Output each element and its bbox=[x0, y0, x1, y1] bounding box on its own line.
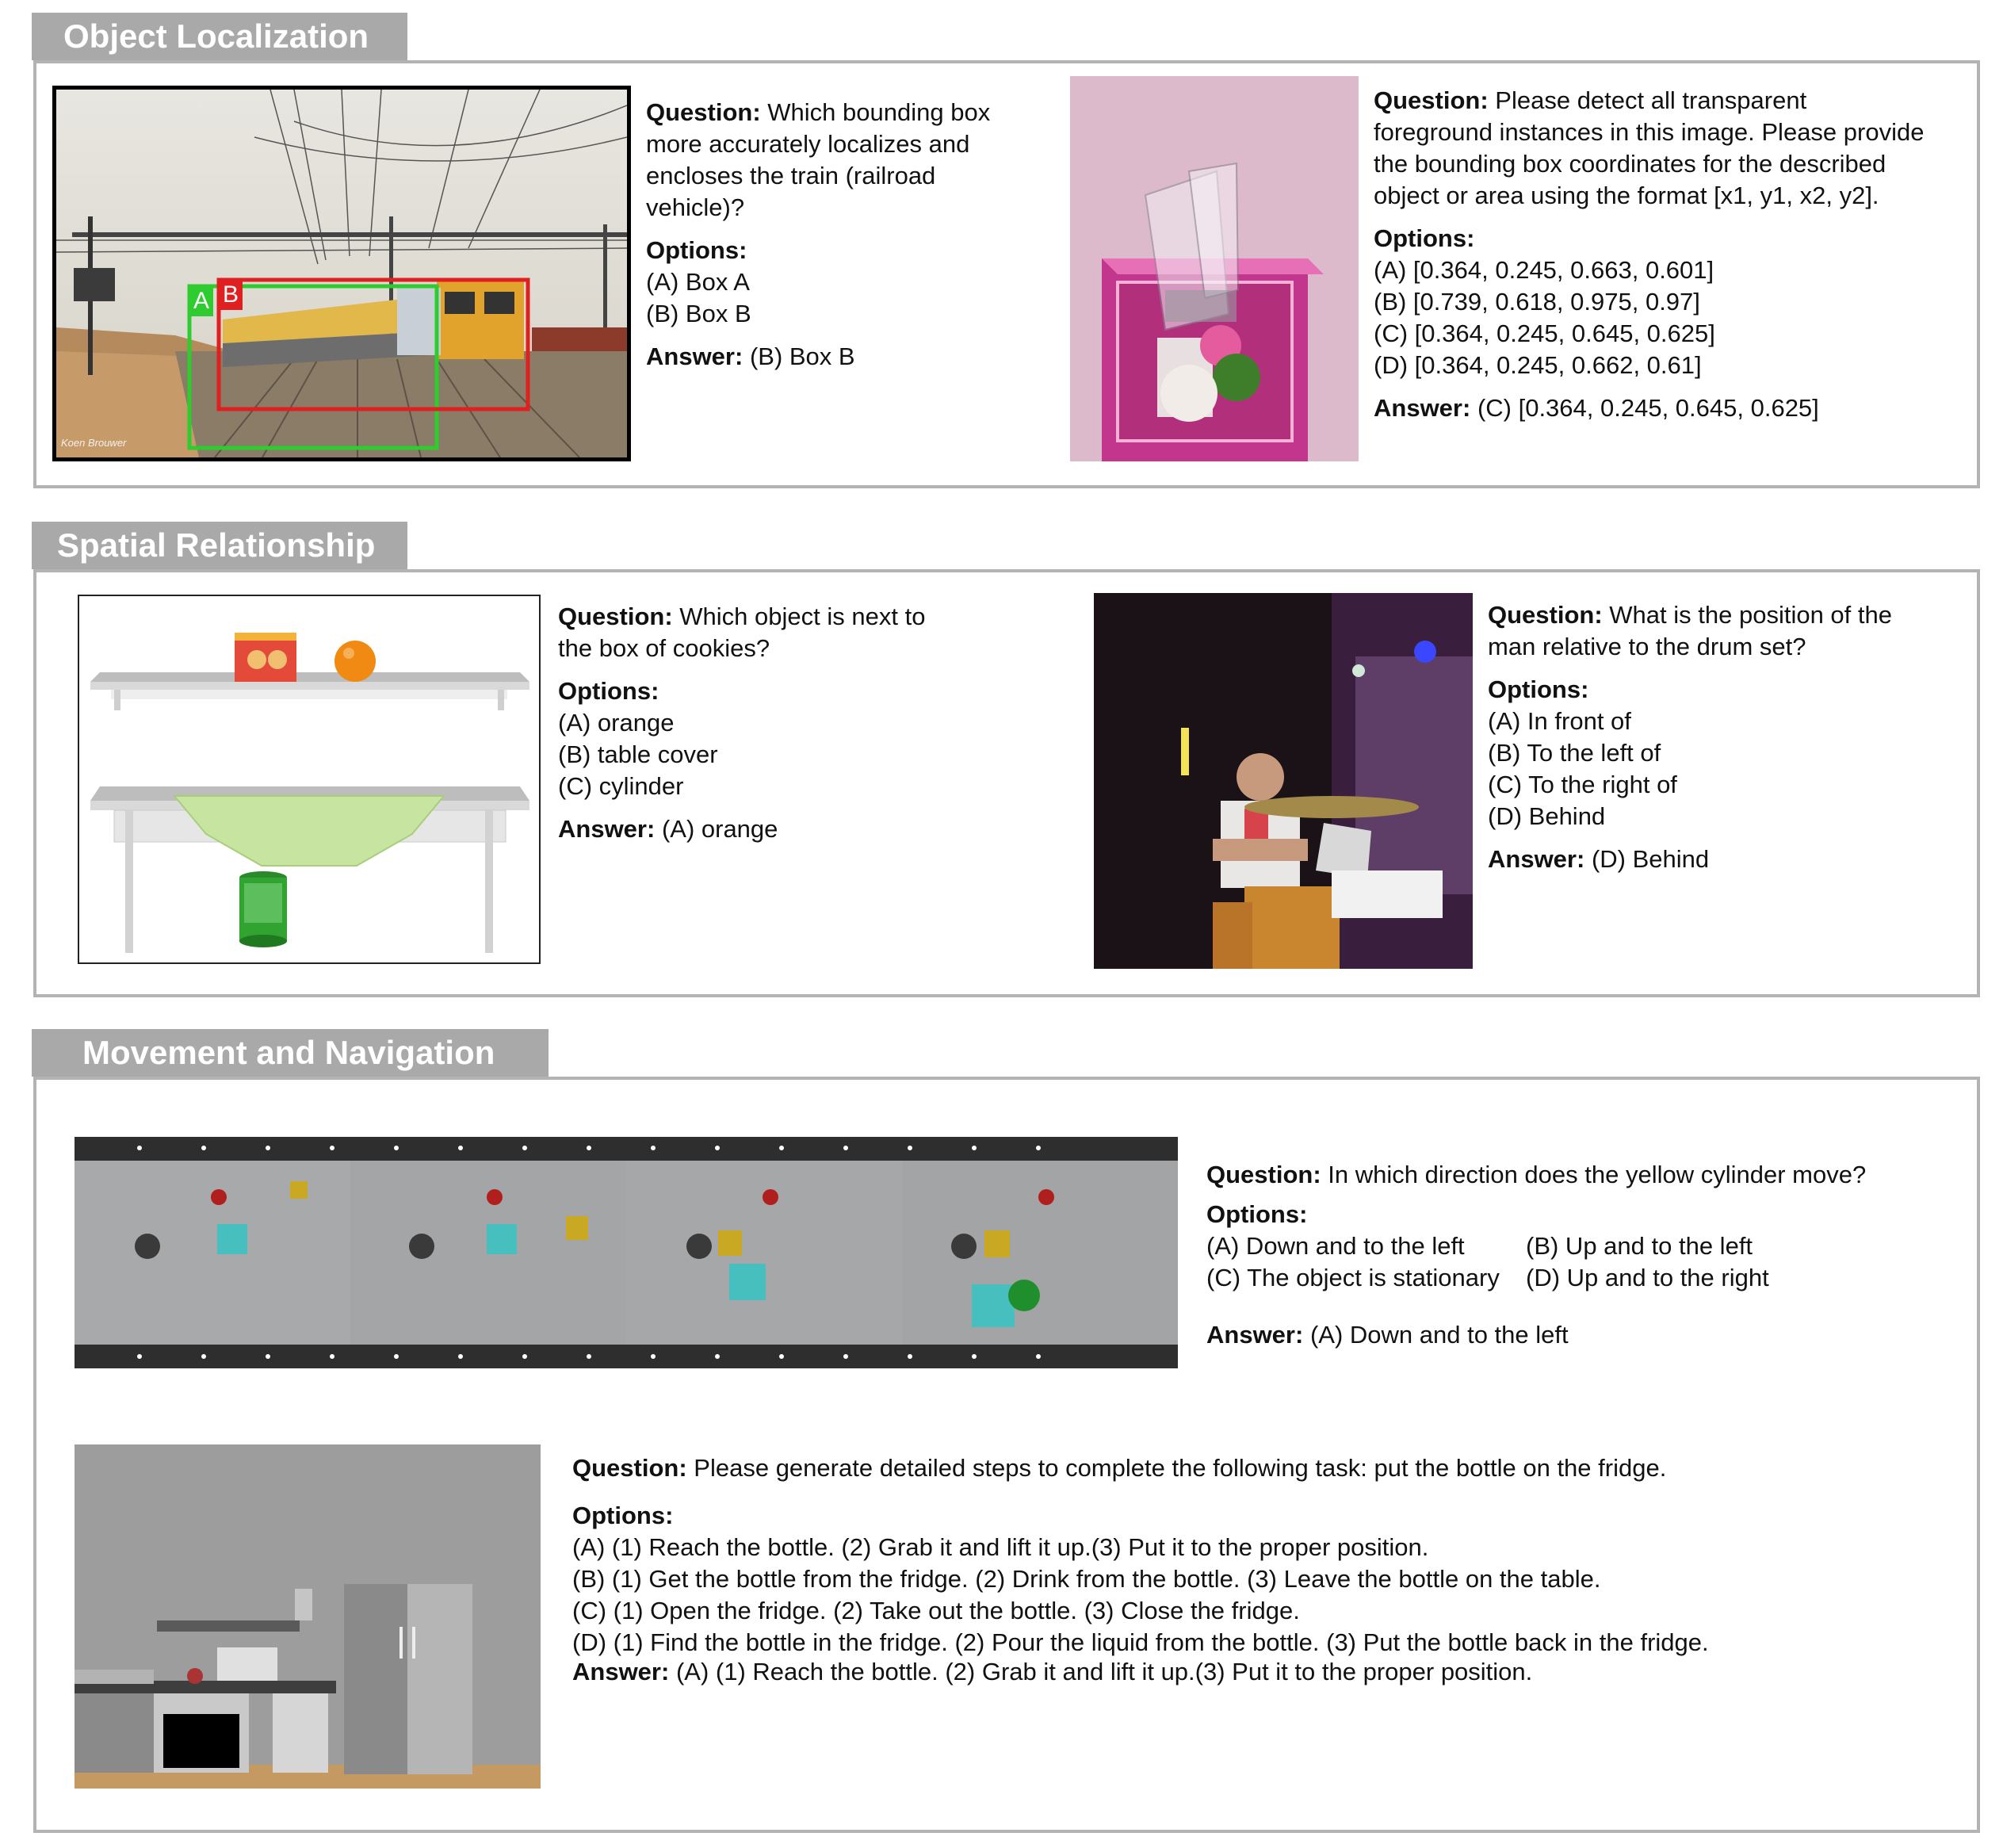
mv1-qa: Question: In which direction does the yellow cylinder move? Options: (A) Down and to the left (B) Up and to the left (C) The object is stationary (D) Up and to the right Answer: (A) Down and to the left bbox=[1206, 1159, 1967, 1351]
drummer-image bbox=[1094, 593, 1473, 969]
options-label: Options: bbox=[646, 236, 747, 264]
sp1-qa: Question: Which object is next to the box of cookies? Options: (A) orange (B) table cover (C) cylinder Answer: (A) orange bbox=[558, 601, 1002, 845]
sp2-question-line-1: Question: What is the position of the bbox=[1488, 601, 1892, 629]
spatial-title: Spatial Relationship bbox=[32, 522, 407, 569]
sp1-answer: Answer: (A) orange bbox=[558, 815, 778, 843]
mv1-options-grid bbox=[1206, 1230, 1967, 1294]
sp2-question-line-2: man relative to the drum set? bbox=[1488, 633, 1806, 660]
loc1-question-line-1: Question: Which bounding box bbox=[646, 98, 991, 126]
glass-image bbox=[1070, 76, 1359, 461]
loc2-question-line-4: object or area using the format [x1, y1, x2, y2]. bbox=[1374, 182, 1879, 209]
box-a-label: A bbox=[189, 286, 213, 316]
loc1-answer: Answer: (B) Box B bbox=[646, 342, 855, 370]
mv1-option-c: (C) The object is stationary bbox=[1206, 1264, 1500, 1291]
loc2-question-line-3: the bounding box coordinates for the described bbox=[1374, 150, 1886, 178]
mv2-option-a: (A) (1) Reach the bottle. (2) Grab it and lift it up.(3) Put it to the proper position. bbox=[572, 1533, 1429, 1561]
sp1-option-c: (C) cylinder bbox=[558, 772, 684, 800]
tables-scene bbox=[79, 596, 539, 962]
loc1-qa bbox=[646, 97, 1058, 373]
loc2-option-a: (A) [0.364, 0.245, 0.663, 0.601] bbox=[1374, 256, 1714, 284]
loc2-question-line-2: foreground instances in this image. Please provide bbox=[1374, 118, 1925, 146]
mv2-qa: Question: Please generate detailed steps to complete the following task: put the bottle on the fridge. Options: (A) (1) Reach the bottle. (2) Grab it and lift it up.(3) Put it to the proper position. (B) (1) Get the bottle from the fridge. (2) Drink from the bottle. (3) Leave the bottle on the table. (C) (1) Open the fridge. (2) Take out the bottle. (3) Close the fridge. (D) (1) Find the bottle in the fridge. (2) Pour the liquid from the bottle. (3) Put the bottle back in the fridge. Answer: (A) (1) Reach the bottle. (2) Grab it and lift it up.(3) Put it to the proper position. bbox=[572, 1452, 1967, 1688]
sp1-option-a: (A) orange bbox=[558, 709, 675, 737]
sp2-option-b: (B) To the left of bbox=[1488, 739, 1661, 767]
loc1-question-line-4: vehicle)? bbox=[646, 193, 745, 221]
loc1-option-a: (A) Box A bbox=[646, 268, 750, 296]
mv2-option-b: (B) (1) Get the bottle from the fridge. (2) Drink from the bottle. (3) Leave the bottle on the table. bbox=[572, 1565, 1601, 1593]
sp2-option-a: (A) In front of bbox=[1488, 707, 1631, 735]
loc2-question-line-1: Question: Please detect all transparent bbox=[1374, 86, 1807, 114]
mv1-question: Question: In which direction does the yellow cylinder move? bbox=[1206, 1161, 1867, 1188]
loc2-answer: Answer: (C) [0.364, 0.245, 0.645, 0.625] bbox=[1374, 394, 1819, 422]
film-strip-image bbox=[75, 1137, 1178, 1368]
loc2-option-c: (C) [0.364, 0.245, 0.645, 0.625] bbox=[1374, 319, 1715, 347]
mv1-option-d: (D) Up and to the right bbox=[1526, 1264, 1769, 1291]
localization-title: Object Localization bbox=[32, 13, 407, 60]
loc2-option-d: (D) [0.364, 0.245, 0.662, 0.61] bbox=[1374, 351, 1702, 379]
mv1-answer: Answer: (A) Down and to the left bbox=[1206, 1321, 1569, 1349]
glass-scene bbox=[1070, 76, 1359, 461]
loc2-qa: Question: Please detect all transparent foreground instances in this image. Please provide the bounding box coordinates for the described object or area using the format [x1, y1, x2, y2]. Options: (A) [0.364, 0.245, 0.663, 0.601] (B) [0.739, 0.618, 0.975, 0.97] (C) [0.364, 0.245, 0.645, 0.625] (D) [0.364, 0.245, 0.662, 0.61] Answer: (C) [0.364, 0.245, 0.645, 0.625] bbox=[1374, 85, 1976, 424]
loc2-option-b: (B) [0.739, 0.618, 0.975, 0.97] bbox=[1374, 288, 1700, 316]
question-label: Question: bbox=[646, 98, 761, 126]
mv2-option-d: (D) (1) Find the bottle in the fridge. (2) Pour the liquid from the bottle. (3) Put the bottle back in the fridge. bbox=[572, 1628, 1709, 1656]
sp2-option-d: (D) Behind bbox=[1488, 802, 1606, 830]
sp2-option-c: (C) To the right of bbox=[1488, 771, 1677, 798]
sp1-question-line-1: Question: Which object is next to bbox=[558, 603, 926, 630]
mv2-question: Question: Please generate detailed steps to complete the following task: put the bottle on the fridge. bbox=[572, 1454, 1667, 1482]
mv2-answer: Answer: (A) (1) Reach the bottle. (2) Grab it and lift it up.(3) Put it to the proper position. bbox=[572, 1658, 1533, 1685]
loc1-option-b: (B) Box B bbox=[646, 300, 751, 327]
sp1-question-line-2: the box of cookies? bbox=[558, 634, 770, 662]
loc1-question-line-2: more accurately localizes and bbox=[646, 130, 970, 158]
kitchen-scene bbox=[75, 1444, 541, 1789]
photo-watermark: Koen Brouwer bbox=[61, 437, 127, 449]
movement-title: Movement and Navigation bbox=[32, 1029, 549, 1077]
kitchen-image bbox=[75, 1444, 541, 1789]
drummer-scene bbox=[1094, 593, 1473, 969]
mv1-option-b: (B) Up and to the left bbox=[1526, 1232, 1753, 1260]
film-strip-scene bbox=[75, 1137, 1178, 1368]
sp2-answer: Answer: (D) Behind bbox=[1488, 845, 1710, 873]
train-scene bbox=[56, 90, 627, 457]
sp1-option-b: (B) table cover bbox=[558, 740, 718, 768]
loc1-question-line-3: encloses the train (railroad bbox=[646, 162, 936, 189]
train-image bbox=[52, 86, 631, 461]
mv2-option-c: (C) (1) Open the fridge. (2) Take out the bottle. (3) Close the fridge. bbox=[572, 1597, 1300, 1624]
box-b-label: B bbox=[219, 280, 243, 310]
sp2-qa: Question: What is the position of the man relative to the drum set? Options: (A) In front of (B) To the left of (C) To the right of (D) Behind Answer: (D) Behind bbox=[1488, 599, 1963, 875]
tables-image bbox=[78, 595, 541, 964]
mv1-option-a: (A) Down and to the left bbox=[1206, 1232, 1465, 1260]
